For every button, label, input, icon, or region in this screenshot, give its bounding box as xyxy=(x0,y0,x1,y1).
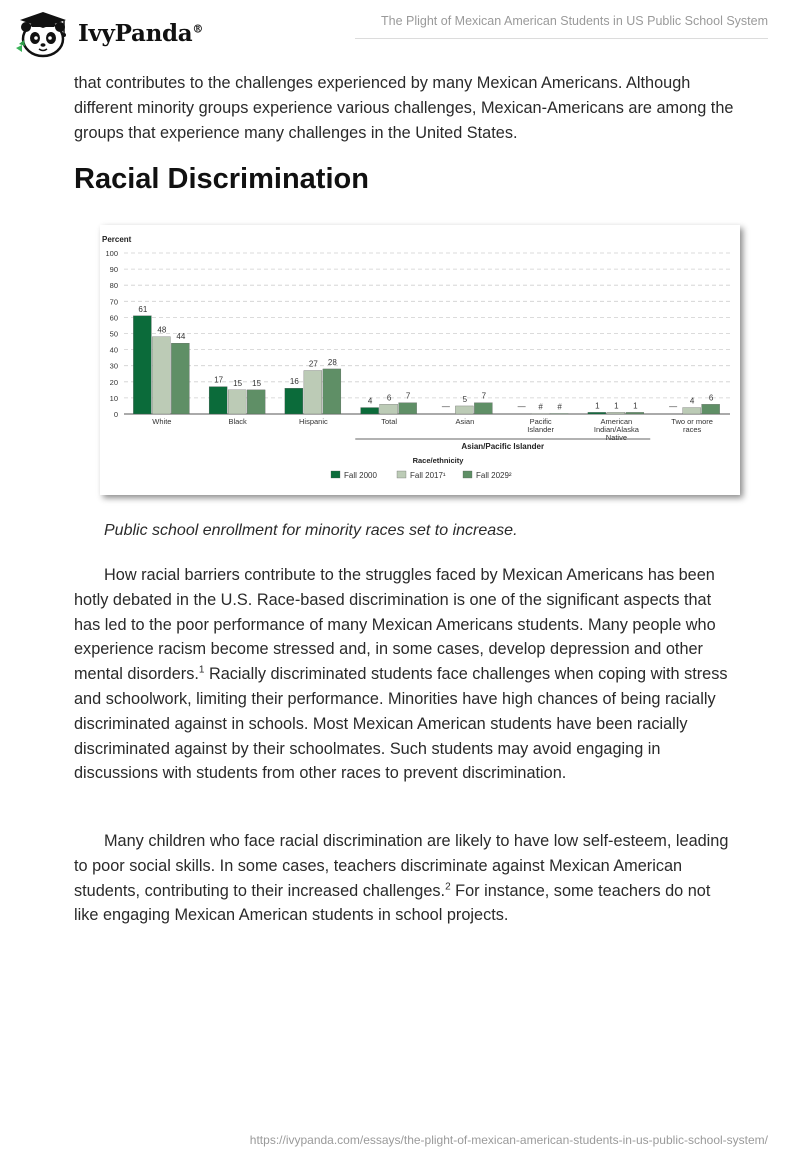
bar-data-label: # xyxy=(538,402,543,412)
bar-1 xyxy=(455,406,473,414)
bar-1 xyxy=(380,404,398,414)
bar-data-label: 48 xyxy=(157,325,167,335)
bar-data-label: 16 xyxy=(289,377,299,387)
bar-1 xyxy=(607,412,625,414)
bar-2 xyxy=(702,404,720,414)
y-tick-label: 90 xyxy=(109,265,118,275)
panda-logo-icon xyxy=(14,8,72,58)
enrollment-chart-figure xyxy=(100,225,740,495)
y-tick-label: 80 xyxy=(109,281,118,291)
bar-data-label: — xyxy=(669,402,678,411)
bar-data-label: 1 xyxy=(633,401,638,411)
body-paragraph-1: How racial barriers contribute to the struggles faced by Mexican Americans has been hotly debated in the U.S. Race-based discrimination is one of the significant aspects that has led to the poor performance of many Mexican Americans students. Many people who experience racism become stressed and, in some cases, develop depression and other mental disorders.$^1$ Racially discriminated students face challenges when coping with stress and schoolwork, limiting their performance. Minorities have high chances of being racially discriminated against in schools. Most Mexican American students have been racially discriminated against by their schoolmates. Such students may avoid engaging in discussions with students from other races to prevent discrimination. xyxy=(74,566,728,783)
legend-swatch-0 xyxy=(331,471,340,478)
bar-0 xyxy=(285,388,303,414)
bar-data-label: # xyxy=(557,402,562,412)
y-tick-label: 10 xyxy=(109,393,118,403)
brand-logo[interactable] xyxy=(14,8,203,58)
y-tick-label: 100 xyxy=(105,249,118,258)
bar-data-label: 7 xyxy=(405,391,411,401)
x-tick-label: Asian xyxy=(455,417,475,426)
bar-data-label: 1 xyxy=(595,401,600,411)
bar-data-label: 7 xyxy=(481,391,487,401)
x-tick-label: Hispanic xyxy=(298,417,328,426)
bar-data-label: 4 xyxy=(689,396,695,406)
x-tick-label: Black xyxy=(228,417,247,426)
bar-data-label: 17 xyxy=(214,375,224,385)
bar-0 xyxy=(361,408,379,414)
bar-data-label: 15 xyxy=(233,378,243,388)
bar-data-label: — xyxy=(517,402,526,411)
bar-2 xyxy=(399,403,417,414)
bar-1 xyxy=(304,371,322,414)
bar-1 xyxy=(228,390,246,414)
y-tick-label: 50 xyxy=(109,329,118,339)
bar-2 xyxy=(474,403,492,414)
document-title: The Plight of Mexican American Students in US Public School System xyxy=(381,14,768,28)
bar-data-label: 4 xyxy=(367,396,373,406)
bar-2 xyxy=(171,343,189,414)
bar-data-label: 28 xyxy=(327,357,337,367)
bar-data-label: — xyxy=(441,402,450,411)
bar-0 xyxy=(588,412,606,414)
x-tick-label: White xyxy=(152,417,172,426)
bar-data-label: 6 xyxy=(708,393,714,403)
y-tick-label: 70 xyxy=(109,297,118,307)
y-tick-label: 30 xyxy=(109,361,118,371)
footnote-ref-2[interactable]: 2 xyxy=(445,881,451,893)
bar-0 xyxy=(209,387,227,414)
legend-label-2: Fall 2029² xyxy=(476,471,512,480)
legend-swatch-1 xyxy=(397,471,406,478)
x-tick-label: Islander xyxy=(527,425,554,434)
x-tick-label: races xyxy=(682,425,702,434)
x-tick-label: American xyxy=(600,417,633,426)
y-tick-label: 40 xyxy=(109,345,118,355)
section-heading: Racial Discrimination xyxy=(74,163,369,195)
bar-2 xyxy=(626,412,644,414)
intro-paragraph: that contributes to the challenges experienced by many Mexican Americans. Although different minority groups experience various challenges, Mexican-Americans are among the groups that experience many challenges in the United States. xyxy=(74,74,734,142)
legend-label-1: Fall 2017¹ xyxy=(410,471,446,480)
bar-data-label: 5 xyxy=(462,394,468,404)
x-axis-title: Race/ethnicity xyxy=(412,456,464,465)
x-tick-label: Indian/Alaska xyxy=(593,425,639,434)
body-paragraph-2: Many children who face racial discrimination are likely to have low self-esteem, leading to poor social skills. In some cases, teachers discriminate against Mexican American students, contributing to their increased challenges.$^2$ For instance, some teachers do not like engaging Mexican American students in school projects. xyxy=(74,832,729,925)
y-tick-label: 60 xyxy=(109,313,118,323)
y-tick-label: 0 xyxy=(113,410,118,419)
bar-1 xyxy=(683,408,701,414)
bar-data-label: 1 xyxy=(614,401,619,411)
page-header xyxy=(0,0,800,70)
bar-2 xyxy=(323,369,341,414)
bar-data-label: 15 xyxy=(252,378,262,388)
bar-1 xyxy=(531,414,549,415)
bar-0 xyxy=(133,316,151,414)
footnote-ref-1[interactable]: 1 xyxy=(198,664,205,676)
enrollment-bar-chart xyxy=(100,225,740,495)
x-tick-label: Native xyxy=(605,433,628,442)
bar-data-label: 44 xyxy=(176,332,186,342)
bar-data-label: 61 xyxy=(138,304,148,314)
x-tick-label: Two or more xyxy=(671,417,713,426)
x-tick-label: Pacific xyxy=(529,417,552,426)
bar-2 xyxy=(550,414,568,415)
footer-url[interactable]: https://ivypanda.com/essays/the-plight-of-mexican-american-students-in-us-public-school-system/ xyxy=(249,1133,768,1147)
y-tick-label: 20 xyxy=(109,377,118,387)
bar-data-label: 6 xyxy=(386,393,392,403)
bar-1 xyxy=(152,337,170,414)
x-tick-label: Total xyxy=(381,417,398,426)
group-label: Asian/Pacific Islander xyxy=(461,442,545,451)
header-divider xyxy=(355,38,768,39)
legend-swatch-2 xyxy=(463,471,472,478)
brand-name: IvyPanda® xyxy=(78,19,204,47)
figure-caption: Public school enrollment for minority races set to increase. xyxy=(104,522,518,539)
y-axis-title: Percent xyxy=(102,235,132,244)
legend-label-0: Fall 2000 xyxy=(344,471,377,480)
bar-data-label: 27 xyxy=(308,359,318,369)
bar-2 xyxy=(247,390,265,414)
